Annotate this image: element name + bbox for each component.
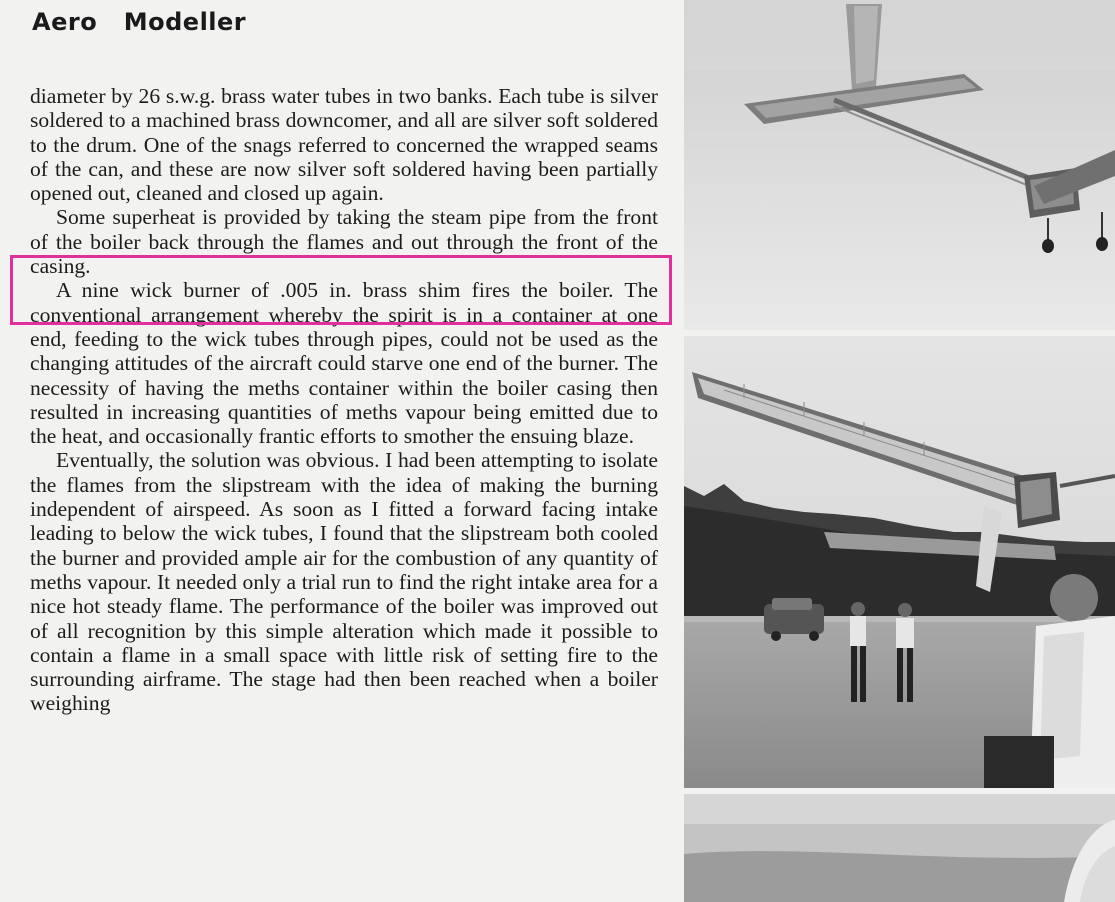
article-paragraph-2-highlighted: Some superheat is provided by taking the steam pipe from the front of the boiler back through the flames and out through the front of the casing.	[30, 205, 658, 279]
article-text-column	[30, 84, 658, 716]
photo-column	[684, 0, 1115, 902]
article-paragraph-4: Eventually, the solution was obvious. I had been attempting to isolate the flames from the slipstream with the idea of making the burning independent of airspeed. As soon as I fitted a forward facing intake leading to below the wick tubes, I found that the slipstream both cooled the burner and provided ample air for the combustion of any quantity of meths vapour. It needed only a trial run to find the right intake area for a nice hot steady flame. The performance of the boiler was improved out of all recognition by this simple alteration which made it possible to contain a flame in a small space with little risk of setting fire to the surrounding airframe. The stage had then been reached when a boiler weighing	[30, 448, 658, 716]
magazine-masthead: Aero Modeller	[32, 8, 247, 36]
model-aircraft-launch-photo	[684, 336, 1115, 788]
article-paragraph-3: A nine wick burner of .005 in. brass shim fires the boiler. The conventional arrangement whereby the spirit is in a container at one end, feeding to the wick tubes through pipes, could not be used as the changing attitudes of the aircraft could starve one end of the burner. The necessity of having the meths container within the boiler casing then resulted in increasing quantities of meths vapour being emitted due to the heat, and occasionally frantic efforts to smother the ensuing blaze.	[30, 278, 658, 449]
model-aircraft-in-flight-photo	[684, 0, 1115, 330]
article-paragraph-1: diameter by 26 s.w.g. brass water tubes in two banks. Each tube is silver soldered to a machined brass downcomer, and all are silver soft soldered to the drum. One of the snags referred to concerned the wrapped seams of the can, and these are now silver soft soldered having been partially opened out, cleaned and closed up again.	[30, 84, 658, 206]
field-closeup-photo	[684, 794, 1115, 902]
